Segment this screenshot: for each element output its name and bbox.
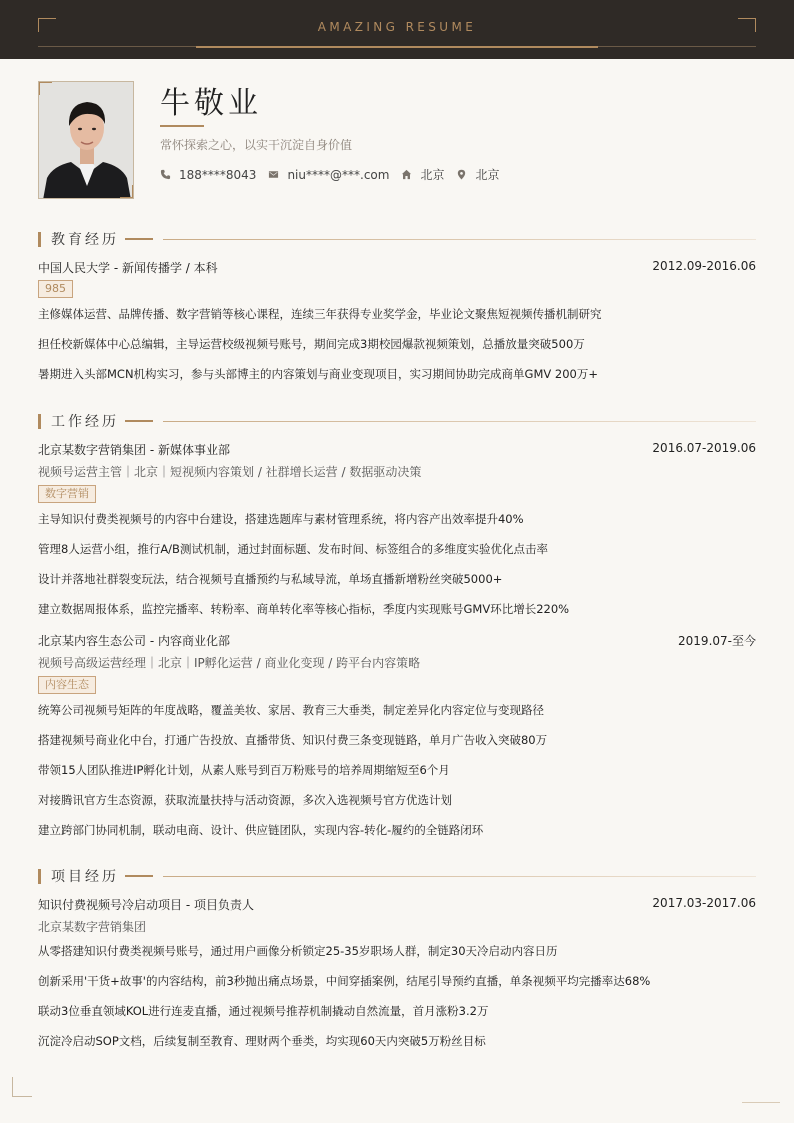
page-corner-ornament-bottom-left xyxy=(12,1077,32,1097)
heading-dash xyxy=(125,875,153,877)
phone-number: 188****8043 xyxy=(179,167,257,182)
contact-location xyxy=(456,166,499,183)
name-underline xyxy=(160,125,204,127)
heading-line xyxy=(163,421,756,422)
home-icon xyxy=(401,169,412,180)
project-organization: 北京某数字营销集团 xyxy=(38,920,147,934)
project-title: 知识付费视频号冷启动项目 - 项目负责人 xyxy=(38,898,254,912)
work-role: 视频号运营主管｜北京｜短视频内容策划 / 社群增长运营 / 数据驱动决策 xyxy=(38,465,422,479)
home-city: 北京 xyxy=(420,168,445,182)
heading-bar xyxy=(38,869,41,884)
phone-icon xyxy=(160,169,171,180)
contact-phone xyxy=(160,168,256,182)
work-bullet: 建立跨部门协同机制，联动电商、设计、供应链团队，实现内容-转化-履约的全链路闭环 xyxy=(38,823,484,837)
candidate-name: 牛敬业 xyxy=(160,86,262,121)
work-company: 北京某内容生态公司 - 内容商业化部 xyxy=(38,634,230,648)
photo-corner-bottom-right xyxy=(120,185,134,199)
project-bullet: 创新采用'干货+故事'的内容结构，前3秒抛出痛点场景，中间穿插案例，结尾引导预约直播，单条视频平均完播率达68% xyxy=(38,974,651,988)
projects-heading-label: 项目经历 xyxy=(51,869,119,885)
work-bullet: 带领15人团队推进IP孵化计划，从素人账号到百万粉账号的培养周期缩短至6个月 xyxy=(38,763,450,777)
heading-dash xyxy=(125,238,153,240)
header-rule-accent xyxy=(196,46,598,48)
education-bullet: 主修媒体运营、品牌传播、数字营销等核心课程，连续三年获得专业奖学金，毕业论文聚焦短视频传播机制研究 xyxy=(38,307,602,321)
work-date: 2019.07-至今 xyxy=(678,634,756,648)
work-tag: 数字营销 xyxy=(38,485,96,503)
contact-email xyxy=(268,168,389,182)
work-bullet: 主导知识付费类视频号的内容中台建设，搭建选题库与素材管理系统，将内容产出效率提升40% xyxy=(38,512,524,526)
education-bullet: 暑期进入头部MCN机构实习，参与头部博主的内容策划与商业变现项目，实习期间协助完成商单GMV 200万+ xyxy=(38,367,598,381)
heading-line xyxy=(163,239,756,240)
heading-bar xyxy=(38,232,41,247)
work-entry-header xyxy=(38,441,756,458)
heading-dash xyxy=(125,420,153,422)
work-bullet: 统筹公司视频号矩阵的年度战略，覆盖美妆、家居、教育三大垂类，制定差异化内容定位与变现路径 xyxy=(38,703,544,717)
education-heading-label: 教育经历 xyxy=(51,232,119,248)
project-bullet: 从零搭建知识付费类视频号账号，通过用户画像分析锁定25-35岁职场人群，制定30天冷启动内容日历 xyxy=(38,944,558,958)
work-date: 2016.07-2019.06 xyxy=(652,441,756,455)
work-tag: 内容生态 xyxy=(38,676,96,694)
education-tag: 985 xyxy=(38,280,73,298)
education-bullet: 担任校新媒体中心总编辑，主导运营校级视频号账号，期间完成3期校园爆款视频策划，总播放量突破500万 xyxy=(38,337,585,351)
education-school: 中国人民大学 - 新闻传播学 / 本科 xyxy=(38,261,218,275)
project-bullet: 沉淀冷启动SOP文档，后续复制至教育、理财两个垂类，均实现60天内突破5万粉丝目标 xyxy=(38,1034,486,1048)
work-entry-header xyxy=(38,632,756,649)
portrait-image xyxy=(39,82,134,199)
work-bullet: 对接腾讯官方生态资源，获取流量扶持与活动资源，多次入选视频号官方优选计划 xyxy=(38,793,452,807)
education-entry-header xyxy=(38,259,756,276)
contact-home xyxy=(401,166,444,183)
photo-corner-top-left xyxy=(38,81,52,95)
work-bullet: 建立数据周报体系，监控完播率、转粉率、商单转化率等核心指标，季度内实现账号GMV环比增长220% xyxy=(38,602,570,616)
candidate-tagline: 常怀探索之心，以实干沉淀自身价值 xyxy=(160,138,353,152)
page-corner-ornament-bottom-right xyxy=(742,1102,780,1103)
work-company: 北京某数字营销集团 - 新媒体事业部 xyxy=(38,443,230,457)
email-address: niu****@***.com xyxy=(287,167,390,182)
header-title: AMAZING RESUME xyxy=(317,20,477,34)
work-bullet: 搭建视频号商业化中台，打通广告投放、直播带货、知识付费三条变现链路，单月广告收入突破80万 xyxy=(38,733,548,747)
location-pin-icon xyxy=(456,169,467,180)
contact-list xyxy=(160,166,511,183)
work-bullet: 管理8人运营小组，推行A/B测试机制，通过封面标题、发布时间、标签组合的多维度实验优化点击率 xyxy=(38,542,548,556)
work-section-heading xyxy=(38,411,756,431)
education-section-heading xyxy=(38,229,756,249)
project-entry-header xyxy=(38,896,756,913)
project-date: 2017.03-2017.06 xyxy=(652,896,756,910)
mail-icon xyxy=(268,169,279,180)
resume-header-bar xyxy=(0,0,794,59)
education-date: 2012.09-2016.06 xyxy=(652,259,756,273)
heading-bar xyxy=(38,414,41,429)
project-bullet: 联动3位垂直领域KOL进行连麦直播，通过视频号推荐机制撬动自然流量，首月涨粉3.2万 xyxy=(38,1004,489,1018)
work-role: 视频号高级运营经理｜北京｜IP孵化运营 / 商业化变现 / 跨平台内容策略 xyxy=(38,656,421,670)
work-bullet: 设计并落地社群裂变玩法，结合视频号直播预约与私域导流，单场直播新增粉丝突破5000+ xyxy=(38,572,503,586)
work-heading-label: 工作经历 xyxy=(51,414,119,430)
heading-line xyxy=(163,876,756,877)
projects-section-heading xyxy=(38,866,756,886)
location-city: 北京 xyxy=(475,168,500,182)
profile-photo xyxy=(38,81,134,199)
